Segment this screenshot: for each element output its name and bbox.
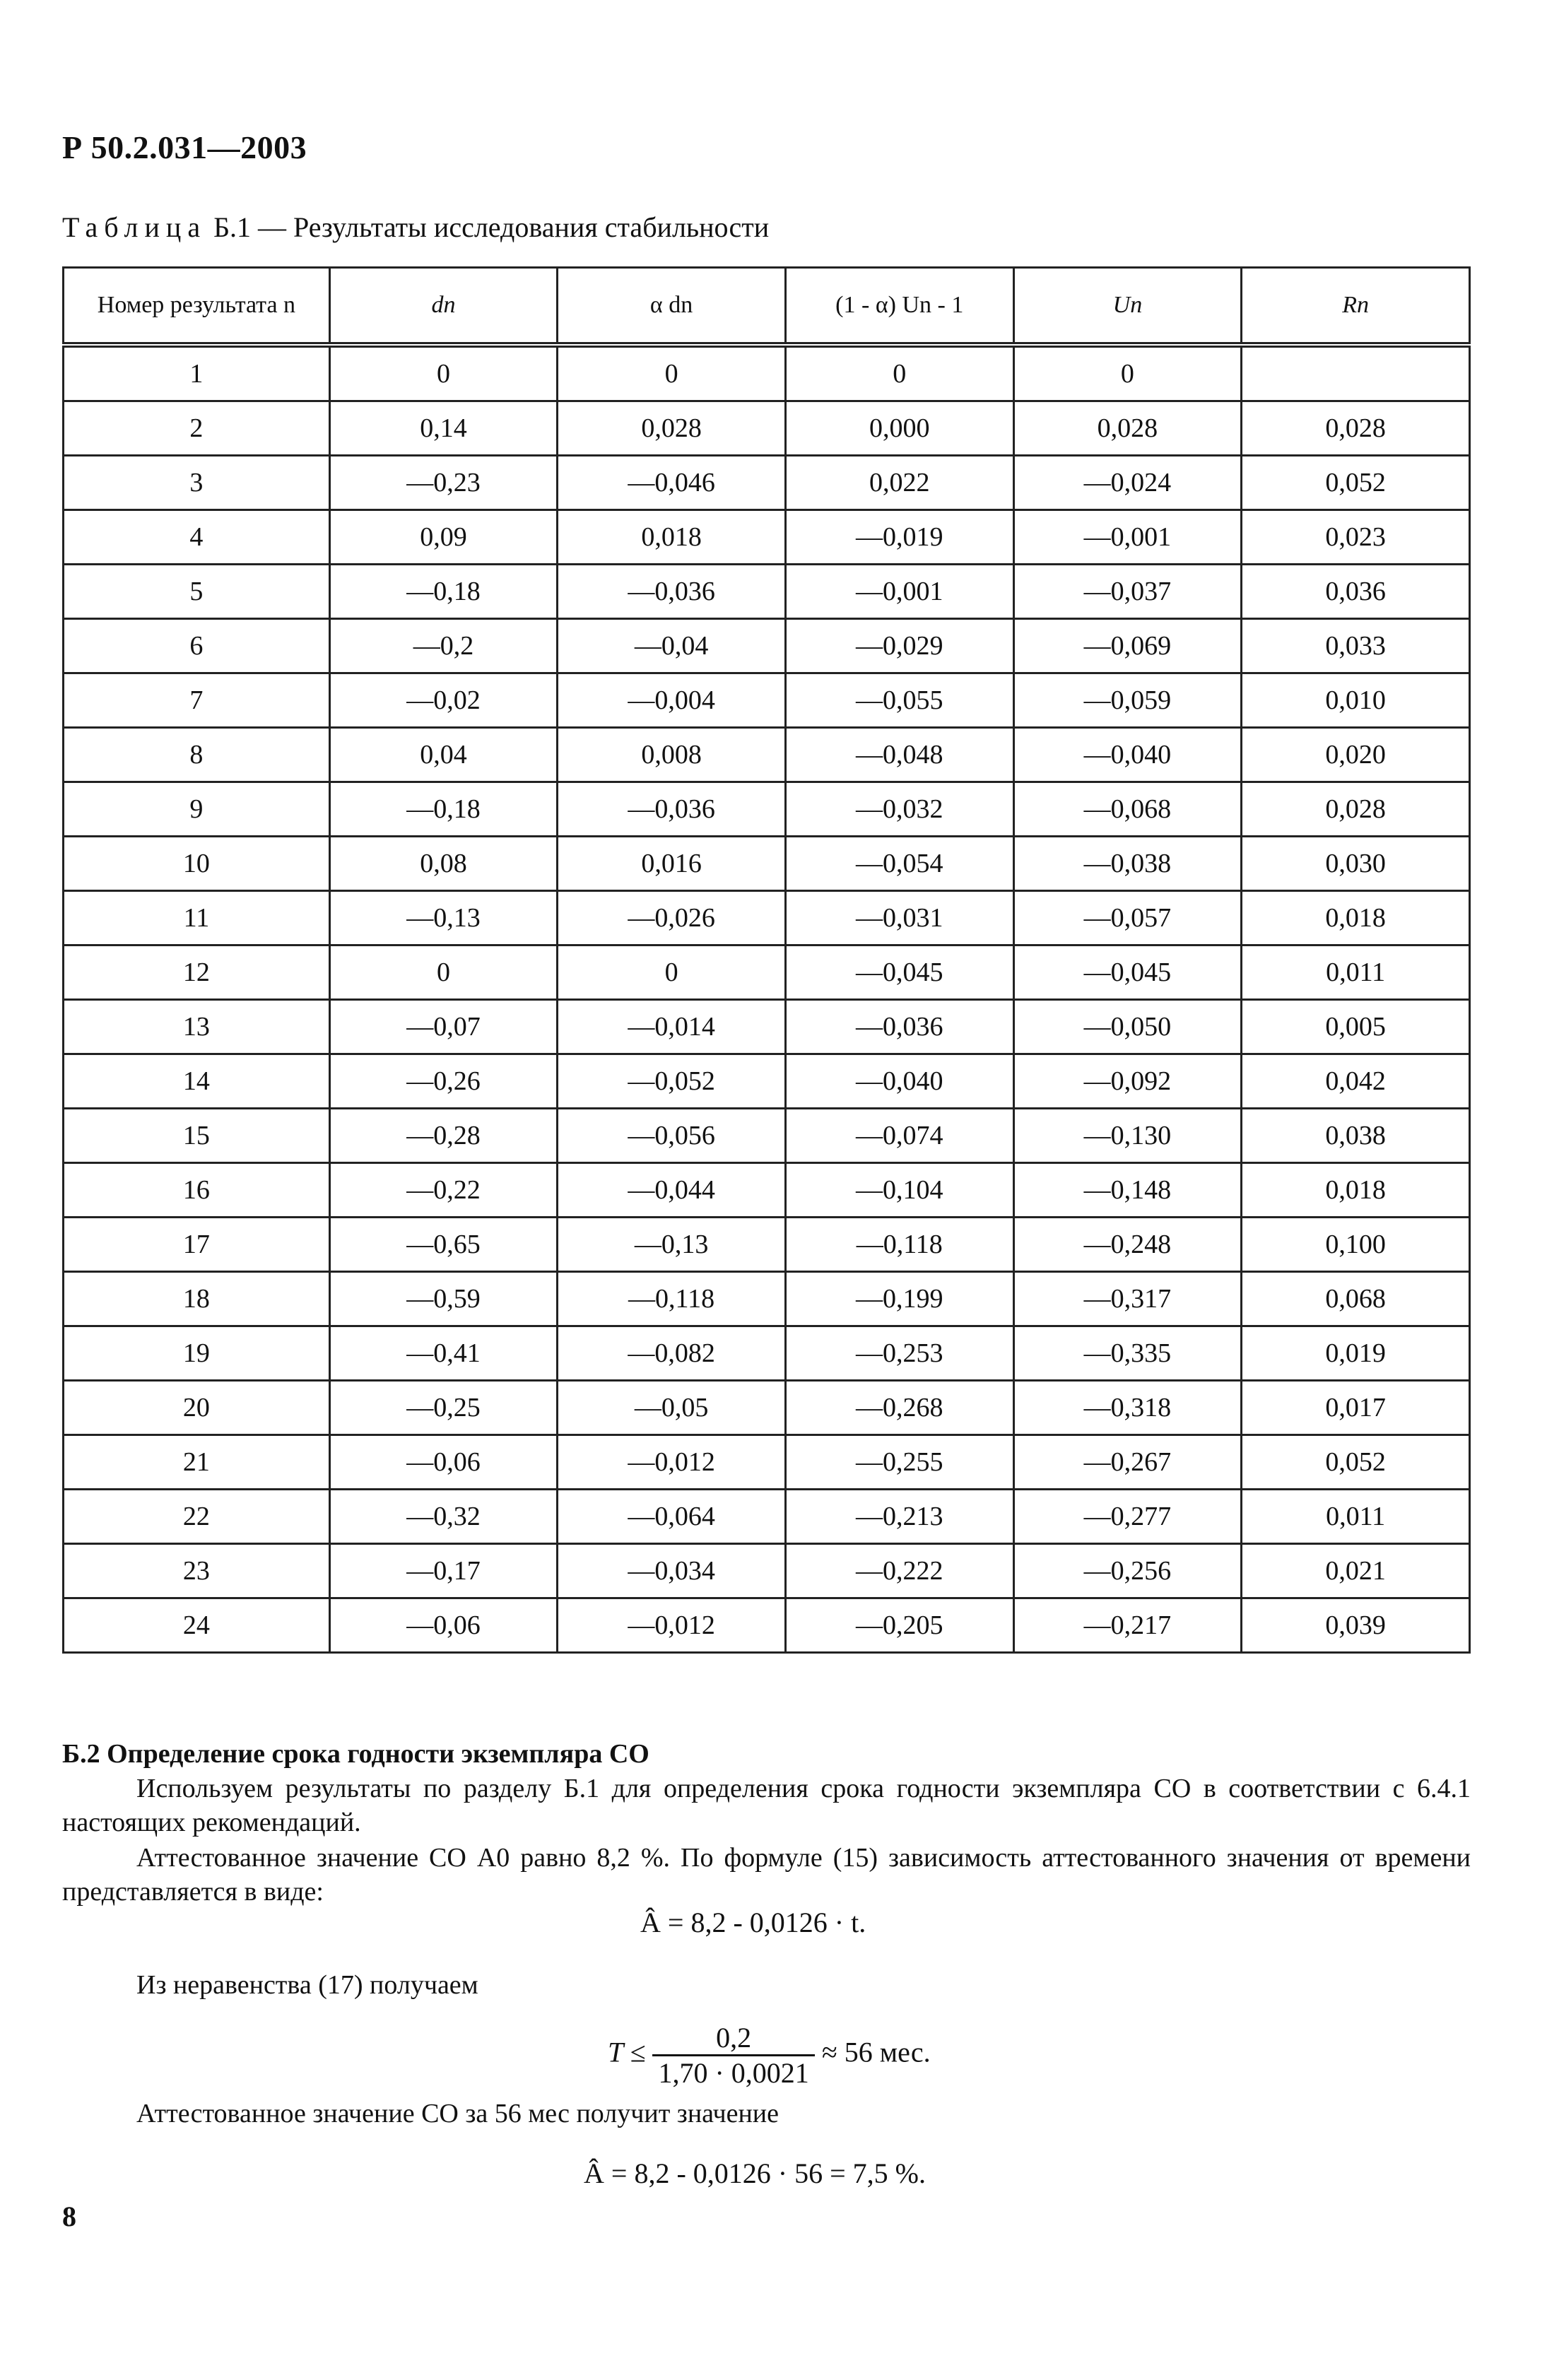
table-cell: 2	[64, 401, 330, 456]
table-cell: —0,014	[558, 1000, 786, 1054]
header-dn: dn	[329, 268, 557, 346]
table-cell: —0,17	[329, 1544, 557, 1598]
table-cell: 0,036	[1242, 565, 1470, 619]
table-cell: 0	[558, 345, 786, 401]
table-caption-word: Таблица	[62, 211, 207, 243]
table-row	[64, 728, 1470, 782]
table-row	[64, 1381, 1470, 1435]
header-result-number: Номер результата n	[64, 268, 330, 346]
table-row	[64, 1326, 1470, 1381]
table-cell: —0,318	[1013, 1381, 1242, 1435]
paragraph-3: Из неравенства (17) получаем	[136, 1970, 478, 2000]
table-cell: —0,248	[1013, 1218, 1242, 1272]
table-header-row	[64, 268, 1470, 346]
table-cell: —0,046	[558, 456, 786, 510]
table-cell: 0,028	[558, 401, 786, 456]
table-row	[64, 1435, 1470, 1490]
table-row	[64, 1272, 1470, 1326]
table-cell: 0,011	[1242, 945, 1470, 1000]
table-row	[64, 891, 1470, 945]
formula-2	[608, 2021, 931, 2090]
table-cell: —0,054	[785, 837, 1013, 891]
table-cell: —0,28	[329, 1109, 557, 1163]
table-cell: —0,036	[785, 1000, 1013, 1054]
table-cell: 6	[64, 619, 330, 673]
table-cell: —0,06	[329, 1435, 557, 1490]
table-cell: 15	[64, 1109, 330, 1163]
table-cell: —0,13	[558, 1218, 786, 1272]
table-cell: —0,024	[1013, 456, 1242, 510]
table-cell: 0,028	[1013, 401, 1242, 456]
table-cell: —0,082	[558, 1326, 786, 1381]
table-cell: —0,26	[329, 1054, 557, 1109]
table-cell: 0	[329, 345, 557, 401]
table-cell: 17	[64, 1218, 330, 1272]
table-cell: 0,022	[785, 456, 1013, 510]
table-row	[64, 1218, 1470, 1272]
table-cell: 16	[64, 1163, 330, 1218]
table-cell: —0,031	[785, 891, 1013, 945]
table-cell: —0,2	[329, 619, 557, 673]
header-alpha-dn: α dn	[558, 268, 786, 346]
table-cell: —0,18	[329, 782, 557, 837]
table-cell: 4	[64, 510, 330, 565]
table-cell: 0	[329, 945, 557, 1000]
header-rn: Rn	[1242, 268, 1470, 346]
table-cell: 0,068	[1242, 1272, 1470, 1326]
table-cell: —0,23	[329, 456, 557, 510]
table-row	[64, 945, 1470, 1000]
table-cell: 0	[1013, 345, 1242, 401]
table-cell: —0,004	[558, 673, 786, 728]
table-cell: —0,104	[785, 1163, 1013, 1218]
table-cell: —0,41	[329, 1326, 557, 1381]
table-cell: 12	[64, 945, 330, 1000]
formula-2-denominator: 1,70 · 0,0021	[658, 2057, 809, 2089]
table-row	[64, 401, 1470, 456]
table-cell: —0,012	[558, 1598, 786, 1653]
page-number: 8	[62, 2201, 76, 2232]
table-cell: —0,65	[329, 1218, 557, 1272]
table-cell: 0,008	[558, 728, 786, 782]
table-cell: 0,019	[1242, 1326, 1470, 1381]
table-cell: —0,04	[558, 619, 786, 673]
table-cell: —0,253	[785, 1326, 1013, 1381]
table-cell: 0,016	[558, 837, 786, 891]
table-cell: —0,268	[785, 1381, 1013, 1435]
table-row	[64, 1598, 1470, 1653]
table-cell: 23	[64, 1544, 330, 1598]
table-cell: 13	[64, 1000, 330, 1054]
table-cell: —0,13	[329, 891, 557, 945]
table-cell: 0,005	[1242, 1000, 1470, 1054]
table-cell: —0,59	[329, 1272, 557, 1326]
table-cell: 0	[785, 345, 1013, 401]
table-cell: 5	[64, 565, 330, 619]
table-row	[64, 456, 1470, 510]
table-cell: —0,06	[329, 1598, 557, 1653]
table-cell: 14	[64, 1054, 330, 1109]
table-cell: 18	[64, 1272, 330, 1326]
formula-2-numerator: 0,2	[652, 2021, 814, 2056]
table-row	[64, 782, 1470, 837]
formula-2-right: ≈ 56 мес.	[821, 2036, 931, 2068]
table-cell: —0,217	[1013, 1598, 1242, 1653]
table-cell: 24	[64, 1598, 330, 1653]
table-cell: —0,040	[1013, 728, 1242, 782]
table-cell: —0,205	[785, 1598, 1013, 1653]
table-cell: —0,032	[785, 782, 1013, 837]
table-cell: 9	[64, 782, 330, 837]
table-cell: —0,036	[558, 565, 786, 619]
table-cell: —0,32	[329, 1490, 557, 1544]
table-cell: 0,052	[1242, 1435, 1470, 1490]
table-cell: —0,019	[785, 510, 1013, 565]
header-prev-u: (1 - α) Un - 1	[785, 268, 1013, 346]
table-cell: —0,118	[558, 1272, 786, 1326]
table-cell: —0,199	[785, 1272, 1013, 1326]
table-cell: —0,057	[1013, 891, 1242, 945]
table-row	[64, 673, 1470, 728]
table-cell: —0,001	[785, 565, 1013, 619]
table-cell: —0,034	[558, 1544, 786, 1598]
table-cell: —0,045	[1013, 945, 1242, 1000]
table-row	[64, 1109, 1470, 1163]
table-header	[64, 268, 1470, 346]
table-cell: 19	[64, 1326, 330, 1381]
table-cell: —0,07	[329, 1000, 557, 1054]
table-cell: —0,092	[1013, 1054, 1242, 1109]
table-row	[64, 1490, 1470, 1544]
table-cell: —0,255	[785, 1435, 1013, 1490]
table-caption	[62, 211, 769, 244]
table-cell: —0,050	[1013, 1000, 1242, 1054]
table-body	[64, 345, 1470, 1653]
table-cell: 22	[64, 1490, 330, 1544]
table-cell: 0,017	[1242, 1381, 1470, 1435]
table-cell: 3	[64, 456, 330, 510]
table-cell: —0,048	[785, 728, 1013, 782]
table-cell: 0,14	[329, 401, 557, 456]
formula-3: Â = 8,2 - 0,0126 · 56 = 7,5 %.	[584, 2157, 926, 2189]
table-cell: —0,029	[785, 619, 1013, 673]
table-row	[64, 1054, 1470, 1109]
table-cell: —0,012	[558, 1435, 786, 1490]
table-cell: 0,018	[1242, 891, 1470, 945]
table-cell: 0,030	[1242, 837, 1470, 891]
table-cell: —0,05	[558, 1381, 786, 1435]
table-cell: —0,040	[785, 1054, 1013, 1109]
table-cell: 0	[558, 945, 786, 1000]
table-cell	[1242, 345, 1470, 401]
table-cell: —0,045	[785, 945, 1013, 1000]
table-cell: —0,044	[558, 1163, 786, 1218]
table-cell: 0,04	[329, 728, 557, 782]
table-row	[64, 1544, 1470, 1598]
table-cell: 0,052	[1242, 456, 1470, 510]
table-cell: —0,02	[329, 673, 557, 728]
table-cell: —0,064	[558, 1490, 786, 1544]
table-caption-title: Б.1 — Результаты исследования стабильности	[213, 211, 770, 243]
table-cell: —0,130	[1013, 1109, 1242, 1163]
table-cell: —0,074	[785, 1109, 1013, 1163]
table-cell: 10	[64, 837, 330, 891]
table-cell: —0,059	[1013, 673, 1242, 728]
paragraph-1: Используем результаты по разделу Б.1 для определения срока годности экземпляра СО в соответствии с 6.4.1 настоящих рекомендаций.	[62, 1774, 1471, 1837]
table-cell: 0,09	[329, 510, 557, 565]
table-cell: 0,033	[1242, 619, 1470, 673]
table-cell: 0,028	[1242, 782, 1470, 837]
table-cell: —0,148	[1013, 1163, 1242, 1218]
table-cell: 0,023	[1242, 510, 1470, 565]
formula-2-fraction	[652, 2021, 814, 2090]
header-un: Un	[1013, 268, 1242, 346]
table-cell: —0,069	[1013, 619, 1242, 673]
table-row	[64, 565, 1470, 619]
table-cell: 11	[64, 891, 330, 945]
table-cell: —0,317	[1013, 1272, 1242, 1326]
table-cell: —0,256	[1013, 1544, 1242, 1598]
table-cell: 0,100	[1242, 1218, 1470, 1272]
table-cell: —0,18	[329, 565, 557, 619]
table-cell: 0,038	[1242, 1109, 1470, 1163]
table-cell: —0,026	[558, 891, 786, 945]
table-cell: —0,052	[558, 1054, 786, 1109]
table-cell: 7	[64, 673, 330, 728]
table-cell: 0,011	[1242, 1490, 1470, 1544]
table-cell: 0,018	[558, 510, 786, 565]
table-cell: —0,037	[1013, 565, 1242, 619]
stability-results-table	[62, 266, 1471, 1654]
table-cell: —0,213	[785, 1490, 1013, 1544]
table-cell: 0,021	[1242, 1544, 1470, 1598]
table-cell: 1	[64, 345, 330, 401]
table-cell: 0,042	[1242, 1054, 1470, 1109]
table-cell: 0,018	[1242, 1163, 1470, 1218]
table-cell: —0,335	[1013, 1326, 1242, 1381]
table-cell: 21	[64, 1435, 330, 1490]
table-cell: —0,001	[1013, 510, 1242, 565]
table-row	[64, 1000, 1470, 1054]
table-cell: —0,055	[785, 673, 1013, 728]
table-row	[64, 1163, 1470, 1218]
table-cell: —0,22	[329, 1163, 557, 1218]
table-cell: —0,068	[1013, 782, 1242, 837]
table-cell: —0,267	[1013, 1435, 1242, 1490]
table-cell: —0,036	[558, 782, 786, 837]
table-cell: 8	[64, 728, 330, 782]
table-cell: —0,25	[329, 1381, 557, 1435]
table-cell: 0,010	[1242, 673, 1470, 728]
table-cell: —0,056	[558, 1109, 786, 1163]
formula-1: Â = 8,2 - 0,0126 · t.	[640, 1907, 866, 1938]
table-cell: 0,000	[785, 401, 1013, 456]
table-cell: 20	[64, 1381, 330, 1435]
table-row	[64, 837, 1470, 891]
document-id: Р 50.2.031—2003	[62, 129, 307, 165]
table-cell: —0,222	[785, 1544, 1013, 1598]
table-cell: 0,08	[329, 837, 557, 891]
table-row	[64, 619, 1470, 673]
table-row	[64, 345, 1470, 401]
table-cell: —0,038	[1013, 837, 1242, 891]
table-cell: —0,277	[1013, 1490, 1242, 1544]
table-cell: 0,039	[1242, 1598, 1470, 1653]
section-heading: Б.2 Определение срока годности экземпляра СО	[62, 1739, 649, 1769]
table-cell: 0,028	[1242, 401, 1470, 456]
table-cell: —0,118	[785, 1218, 1013, 1272]
formula-2-left: T ≤	[608, 2036, 646, 2068]
table-cell: 0,020	[1242, 728, 1470, 782]
table-row	[64, 510, 1470, 565]
paragraph-4: Аттестованное значение СО за 56 мес получит значение	[136, 2099, 780, 2128]
paragraph-2: Аттестованное значение СО A0 равно 8,2 %. По формуле (15) зависимость аттестованного значения от времени представляется в виде:	[62, 1843, 1471, 1907]
